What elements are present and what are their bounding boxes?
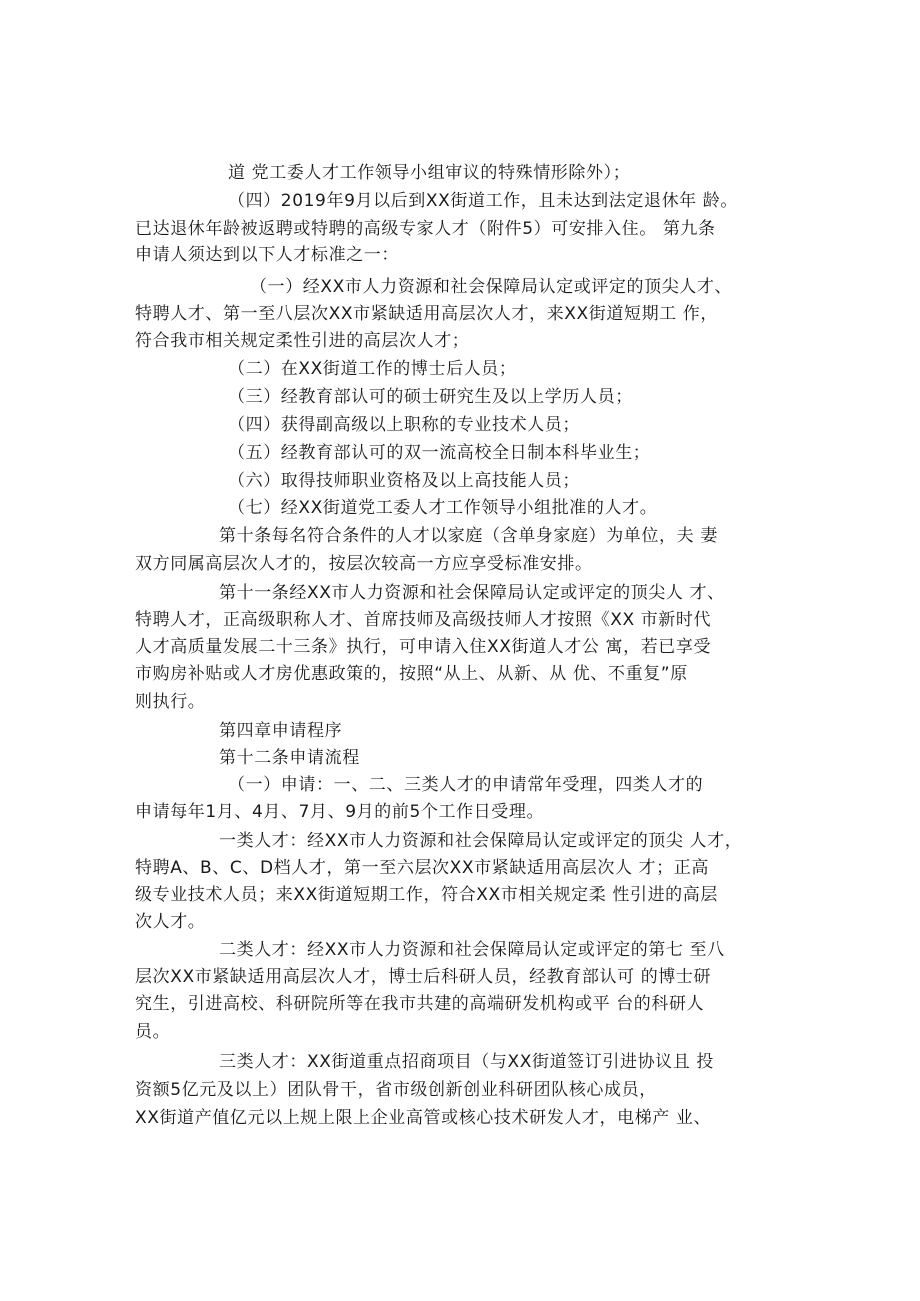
text-line: （一）经XX市人力资源和社会保障局认定或评定的顶尖人才、 xyxy=(250,277,733,297)
text-line: 双方同属高层次人才的，按层次较高一方应享受标准安排。 xyxy=(135,554,593,574)
text-line: 特聘人才，正高级职称人才、首席技师及高级技师人才按照《XX 市新时代 xyxy=(135,610,712,630)
text-line: 资额5亿元及以上）团队骨干，省市级创新创业科研团队核心成员， xyxy=(135,1080,657,1100)
text-line: 次人才。 xyxy=(135,912,206,932)
text-line: 道 党工委人才工作领导小组审议的特殊情形除外）； xyxy=(228,163,631,183)
text-line: （三）经教育部认可的硕士研究生及以上学历人员； xyxy=(228,387,633,407)
text-line: （七）经XX街道党工委人才工作领导小组批准的人才。 xyxy=(228,498,658,518)
text-line: 特聘人才、第一至八层次XX市紧缺适用高层次人才，来XX街道短期工 作， xyxy=(135,304,718,324)
text-line: （六）取得技师职业资格及以上高技能人员； xyxy=(228,471,580,491)
text-line: XX街道产值亿元以上规上限上企业高管或核心技术研发人才，电梯产 业、 xyxy=(135,1108,712,1128)
text-line: 市购房补贴或人才房优惠政策的，按照“从上、从新、从 优、不重复”原 xyxy=(135,664,688,684)
text-line: 员。 xyxy=(135,1022,171,1042)
text-line: 则执行。 xyxy=(135,692,206,712)
chapter-heading: 第四章申请程序 xyxy=(219,721,343,741)
text-line: （四）2019年9月以后到XX街道工作，且未达到法定退休年 龄。 xyxy=(228,191,738,211)
text-line: 已达退休年龄被返聘或特聘的高级专家人才（附件5）可安排入住。 第九条 xyxy=(135,219,716,239)
text-line: 一类人才：经XX市人力资源和社会保障局认定或评定的顶尖 人才， xyxy=(219,831,743,851)
text-line: 人才高质量发展二十三条》执行，可申请入住XX街道人才公 寓，若已享受 xyxy=(135,637,712,657)
text-line: （四）获得副高级以上职称的专业技术人员； xyxy=(228,415,580,435)
text-line: 级专业技术人员；来XX街道短期工作，符合XX市相关规定柔 性引进的高层 xyxy=(135,885,718,905)
text-line: （五）经教育部认可的双一流高校全日制本科毕业生； xyxy=(228,443,651,463)
article-heading: 第十二条申请流程 xyxy=(219,748,360,768)
text-line: 申请人须达到以下人才标准之一： xyxy=(135,245,399,265)
text-line: 三类人才：XX街道重点招商项目（与XX街道签订引进协议且 投 xyxy=(219,1052,714,1072)
text-line: 特聘A、B、C、D档人才，第一至六层次XX市紧缺适用高层次人 才；正高 xyxy=(135,858,709,878)
text-line: 究生，引进高校、科研院所等在我市共建的高端研发机构或平 台的科研人 xyxy=(135,994,705,1014)
text-line: 层次XX市紧缺适用高层次人才，博士后科研人员，经教育部认可 的博士研 xyxy=(135,967,712,987)
text-line: 符合我市相关规定柔性引进的高层次人才； xyxy=(135,331,470,351)
text-line: （一）申请：一、二、三类人才的申请常年受理，四类人才的 xyxy=(228,775,704,795)
text-line: 第十一条经XX市人力资源和社会保障局认定或评定的顶尖人 才、 xyxy=(219,583,725,603)
text-line: 第十条每名符合条件的人才以家庭（含单身家庭）为单位，夫 妻 xyxy=(219,526,718,546)
text-line: 二类人才：经XX市人力资源和社会保障局认定或评定的第七 至八 xyxy=(219,940,725,960)
text-line: 申请每年1月、4月、7月、9月的前5个工作日受理。 xyxy=(135,802,545,822)
text-line: （二）在XX街道工作的博士后人员； xyxy=(228,359,517,379)
